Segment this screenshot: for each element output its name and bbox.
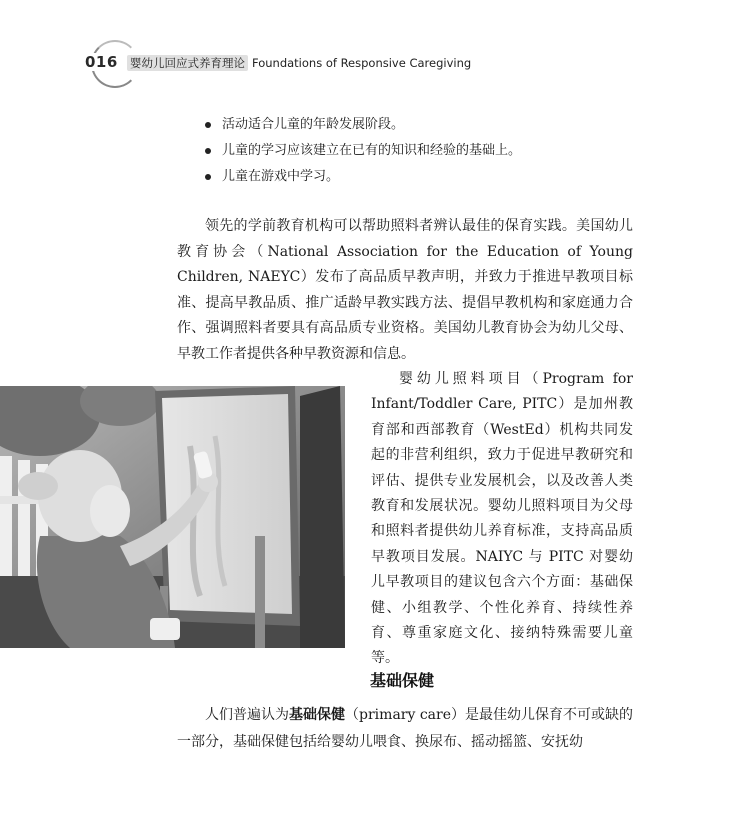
page-number: 016	[85, 53, 121, 71]
paragraph-text: （primary care）是最佳幼儿保育不可或缺的一部分，基础保健包括给婴幼儿喂食、换尿布、摇动摇篮、安抚幼	[177, 707, 634, 750]
book-title-english: Foundations of Responsive Caregiving	[252, 56, 472, 70]
bullet-text: 儿童的学习应该建立在已有的知识和经验的基础上。	[222, 143, 522, 158]
section-heading: 基础保健	[370, 671, 435, 690]
bold-term: 基础保健	[289, 707, 346, 723]
running-head	[125, 55, 473, 71]
child-painting-photo	[0, 386, 345, 648]
bullet-item	[205, 112, 521, 138]
paragraph-text: 人们普遍认为	[205, 707, 290, 723]
book-title-chinese: 婴幼儿回应式养育理论	[127, 55, 248, 71]
bullet-item	[205, 138, 521, 164]
bullet-text: 儿童在游戏中学习。	[222, 169, 340, 184]
bullet-text: 活动适合儿童的年龄发展阶段。	[222, 117, 405, 132]
paragraph-primary-care	[177, 702, 633, 756]
bullet-dot-icon	[205, 174, 211, 180]
bullet-dot-icon	[205, 148, 211, 154]
bullet-item	[205, 164, 521, 190]
page-header	[85, 40, 505, 84]
bullet-dot-icon	[205, 122, 211, 128]
paragraph-pitc: 婴幼儿照料项目（Program for Infant/Toddler Care, PITC）是加州教育部和西部教育（WestEd）机构共同发起的非营利组织，致力于促进早教研究和评估、提供专业发展机会，以及改善人类教育和发展状况。婴幼儿照料项目为父母和照料者提供幼儿养育标准，支持高品质早教项目发展。NAIYC 与 PITC 对婴幼儿早教项目的建议包含六个方面：基础保健、小组教学、个性化养育、持续性养育、尊重家庭文化、接纳特殊需要儿童等。	[371, 371, 633, 667]
bullet-list	[205, 112, 521, 190]
paragraph-naeyc: 领先的学前教育机构可以帮助照料者辨认最佳的保育实践。美国幼儿教育协会（National Association for the Education of Young Children, NAEYC）发布了高品质早教声明，并致力于推进早教项目标准、提高早教品质、推广适龄早教实践方法、提倡早教机构和家庭通力合作、强调照料者要具有高品质专业资格。美国幼儿教育协会为幼儿父母、早教工作者提供各种早教资源和信息。	[177, 218, 633, 362]
